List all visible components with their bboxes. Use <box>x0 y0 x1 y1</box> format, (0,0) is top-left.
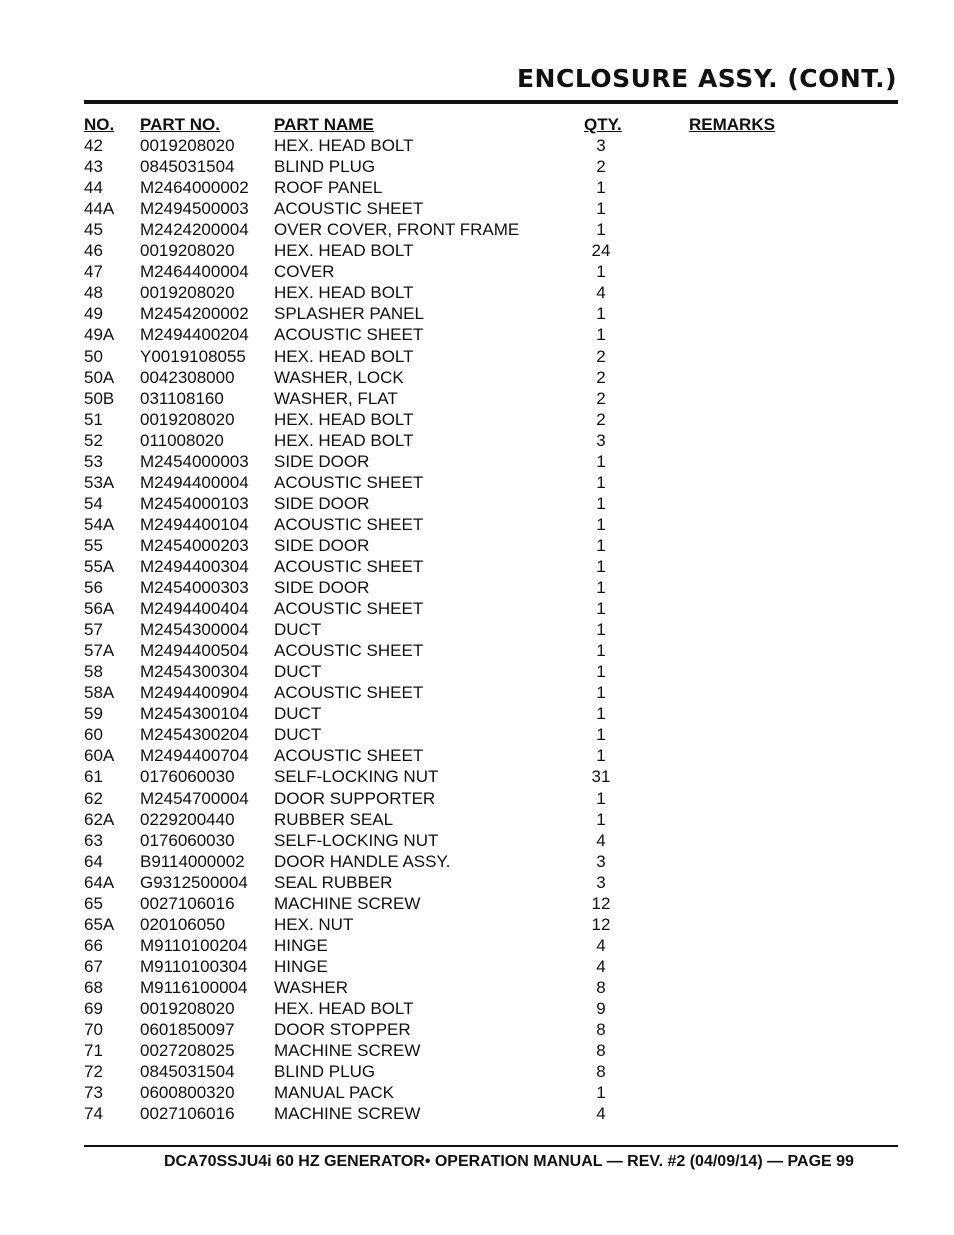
cell-no: 62A <box>84 809 115 829</box>
cell-no: 61 <box>84 767 103 787</box>
cell-qty: 8 <box>596 977 606 997</box>
cell-no: 44 <box>84 178 103 198</box>
cell-qty: 1 <box>596 620 606 640</box>
cell-no: 45 <box>84 220 103 240</box>
cell-no: 56 <box>84 578 103 598</box>
cell-no: 55 <box>84 535 103 555</box>
cell-part-no: M2454200002 <box>140 304 249 324</box>
cell-part-name: RUBBER SEAL <box>274 809 394 829</box>
cell-part-no: 0019208020 <box>140 409 235 429</box>
cell-qty: 1 <box>596 704 606 724</box>
cell-no: 50B <box>84 388 115 408</box>
cell-qty: 12 <box>591 914 611 934</box>
cell-part-no: M2454700004 <box>140 788 249 808</box>
cell-qty: 9 <box>596 998 606 1018</box>
table-row <box>84 956 898 977</box>
cell-part-name: DUCT <box>274 620 322 640</box>
cell-no: 56A <box>84 599 115 619</box>
cell-qty: 3 <box>596 872 606 892</box>
cell-part-name: ACOUSTIC SHEET <box>274 683 424 703</box>
table-row <box>84 745 898 766</box>
cell-no: 73 <box>84 1083 103 1103</box>
cell-part-name: HEX. HEAD BOLT <box>274 346 414 366</box>
table-row <box>84 1061 898 1082</box>
table-row <box>84 1040 898 1061</box>
cell-part-name: DUCT <box>274 662 322 682</box>
cell-part-no: M2454000303 <box>140 578 249 598</box>
cell-no: 54A <box>84 514 115 534</box>
cell-part-no: 0019208020 <box>140 136 235 156</box>
cell-part-name: SIDE DOOR <box>274 535 370 555</box>
cell-no: 43 <box>84 157 103 177</box>
cell-part-name: MANUAL PACK <box>274 1083 394 1103</box>
table-row <box>84 830 898 851</box>
cell-qty: 1 <box>596 493 606 513</box>
cell-part-no: 0600800320 <box>140 1083 235 1103</box>
cell-part-name: SELF-LOCKING NUT <box>274 830 439 850</box>
cell-part-name: WASHER, LOCK <box>274 367 404 387</box>
cell-qty: 1 <box>596 662 606 682</box>
cell-no: 62 <box>84 788 103 808</box>
cell-part-name: HEX. NUT <box>274 914 354 934</box>
cell-qty: 1 <box>596 1083 606 1103</box>
table-row <box>84 493 898 514</box>
cell-no: 67 <box>84 956 103 976</box>
header-no: NO. <box>84 115 115 134</box>
cell-part-name: WASHER, FLAT <box>274 388 398 408</box>
cell-no: 53A <box>84 472 115 492</box>
table-body <box>84 135 898 1124</box>
cell-part-name: SIDE DOOR <box>274 578 370 598</box>
cell-part-no: B9114000002 <box>140 851 245 871</box>
cell-qty: 1 <box>596 556 606 576</box>
cell-part-no: 020106050 <box>140 914 226 934</box>
cell-part-no: 011008020 <box>140 430 224 450</box>
cell-qty: 3 <box>596 136 606 156</box>
cell-qty: 8 <box>596 1062 606 1082</box>
cell-no: 69 <box>84 998 103 1018</box>
cell-no: 64 <box>84 851 103 871</box>
table-row <box>84 577 898 598</box>
table-row <box>84 556 898 577</box>
cell-no: 57A <box>84 641 115 661</box>
cell-part-name: ROOF PANEL <box>274 178 383 198</box>
table-row <box>84 809 898 830</box>
cell-qty: 3 <box>596 851 606 871</box>
cell-part-no: M2454300204 <box>140 725 249 745</box>
table-row <box>84 177 898 198</box>
header-part-no: PART NO. <box>140 115 220 134</box>
table-row <box>84 1082 898 1103</box>
cell-part-no: M2494500003 <box>140 199 249 219</box>
cell-qty: 1 <box>596 809 606 829</box>
cell-part-name: HEX. HEAD BOLT <box>274 430 414 450</box>
table-row <box>84 682 898 703</box>
cell-part-name: MACHINE SCREW <box>274 893 421 913</box>
cell-part-name: ACOUSTIC SHEET <box>274 746 424 766</box>
cell-part-name: HEX. HEAD BOLT <box>274 998 414 1018</box>
cell-qty: 1 <box>596 199 606 219</box>
table-row <box>84 219 898 240</box>
cell-no: 71 <box>84 1041 103 1061</box>
cell-no: 74 <box>84 1104 103 1124</box>
table-row <box>84 914 898 935</box>
cell-part-no: M2454300004 <box>140 620 249 640</box>
cell-part-name: HEX. HEAD BOLT <box>274 409 414 429</box>
cell-qty: 4 <box>596 935 606 955</box>
cell-part-no: M9110100304 <box>140 956 248 976</box>
cell-qty: 1 <box>596 746 606 766</box>
cell-no: 65A <box>84 914 115 934</box>
cell-part-name: HEX. HEAD BOLT <box>274 241 414 261</box>
table-row <box>84 282 898 303</box>
cell-no: 58A <box>84 683 115 703</box>
table-row <box>84 619 898 640</box>
cell-qty: 3 <box>596 430 606 450</box>
footer-rule <box>84 1145 898 1147</box>
title-rule <box>84 100 898 104</box>
cell-qty: 1 <box>596 514 606 534</box>
cell-no: 52 <box>84 430 103 450</box>
cell-part-name: WASHER <box>274 977 348 997</box>
cell-no: 51 <box>84 409 103 429</box>
cell-part-no: M2494400204 <box>140 325 249 345</box>
cell-part-no: M2454000003 <box>140 451 249 471</box>
cell-part-name: HEX. HEAD BOLT <box>274 136 414 156</box>
cell-part-name: MACHINE SCREW <box>274 1104 421 1124</box>
cell-part-name: SELF-LOCKING NUT <box>274 767 439 787</box>
cell-qty: 1 <box>596 178 606 198</box>
table-row <box>84 388 898 409</box>
cell-qty: 1 <box>596 725 606 745</box>
table-row <box>84 1019 898 1040</box>
cell-no: 44A <box>84 199 115 219</box>
cell-no: 53 <box>84 451 103 471</box>
cell-qty: 4 <box>596 283 606 303</box>
header-part-name: PART NAME <box>274 115 374 134</box>
cell-no: 46 <box>84 241 103 261</box>
cell-no: 47 <box>84 262 103 282</box>
cell-qty: 12 <box>591 893 611 913</box>
cell-part-no: M2494400504 <box>140 641 249 661</box>
table-row <box>84 261 898 282</box>
cell-part-name: SEAL RUBBER <box>274 872 393 892</box>
cell-qty: 2 <box>596 409 606 429</box>
table-row <box>84 935 898 956</box>
parts-table <box>84 114 898 1124</box>
cell-qty: 1 <box>596 451 606 471</box>
cell-qty: 4 <box>596 956 606 976</box>
cell-part-name: DOOR STOPPER <box>274 1020 411 1040</box>
cell-part-no: M2424200004 <box>140 220 249 240</box>
table-row <box>84 240 898 261</box>
cell-part-no: 0027106016 <box>140 1104 235 1124</box>
table-row <box>84 156 898 177</box>
table-row <box>84 893 898 914</box>
cell-qty: 1 <box>596 578 606 598</box>
cell-part-no: M2494400304 <box>140 556 249 576</box>
cell-no: 66 <box>84 935 103 955</box>
cell-no: 60 <box>84 725 103 745</box>
cell-part-no: 0176060030 <box>140 767 235 787</box>
cell-part-name: DOOR HANDLE ASSY. <box>274 851 451 871</box>
cell-qty: 1 <box>596 641 606 661</box>
cell-qty: 1 <box>596 304 606 324</box>
table-row <box>84 430 898 451</box>
cell-part-name: HEX. HEAD BOLT <box>274 283 414 303</box>
cell-qty: 1 <box>596 683 606 703</box>
cell-no: 70 <box>84 1020 103 1040</box>
cell-part-name: HINGE <box>274 956 328 976</box>
cell-part-no: 0027208025 <box>140 1041 235 1061</box>
cell-part-no: M9116100004 <box>140 977 248 997</box>
cell-part-no: 0042308000 <box>140 367 235 387</box>
cell-qty: 4 <box>596 1104 606 1124</box>
cell-qty: 1 <box>596 599 606 619</box>
cell-part-no: 0845031504 <box>140 157 235 177</box>
cell-qty: 31 <box>591 767 611 787</box>
cell-part-name: BLIND PLUG <box>274 1062 376 1082</box>
table-row <box>84 367 898 388</box>
cell-part-name: ACOUSTIC SHEET <box>274 599 424 619</box>
cell-part-no: G9312500004 <box>140 872 248 892</box>
cell-part-no: 0845031504 <box>140 1062 235 1082</box>
cell-part-name: OVER COVER, FRONT FRAME <box>274 220 520 240</box>
cell-part-name: DUCT <box>274 704 322 724</box>
cell-no: 54 <box>84 493 103 513</box>
cell-part-no: 031108160 <box>140 388 224 408</box>
table-row <box>84 472 898 493</box>
cell-qty: 4 <box>596 830 606 850</box>
cell-part-name: ACOUSTIC SHEET <box>274 472 424 492</box>
table-row <box>84 451 898 472</box>
cell-qty: 2 <box>596 367 606 387</box>
table-row <box>84 346 898 367</box>
cell-no: 59 <box>84 704 103 724</box>
cell-part-no: 0601850097 <box>140 1020 235 1040</box>
cell-no: 49A <box>84 325 115 345</box>
table-row <box>84 851 898 872</box>
cell-qty: 8 <box>596 1041 606 1061</box>
cell-part-name: ACOUSTIC SHEET <box>274 641 424 661</box>
table-row <box>84 788 898 809</box>
table-row <box>84 324 898 345</box>
cell-part-name: SPLASHER PANEL <box>274 304 424 324</box>
header-qty: QTY. <box>584 115 622 134</box>
cell-no: 50 <box>84 346 103 366</box>
cell-part-no: M2494400104 <box>140 514 249 534</box>
table-row <box>84 1103 898 1124</box>
cell-part-no: M2494400704 <box>140 746 249 766</box>
cell-qty: 1 <box>596 262 606 282</box>
table-row <box>84 661 898 682</box>
table-row <box>84 198 898 219</box>
cell-part-name: MACHINE SCREW <box>274 1041 421 1061</box>
cell-part-name: ACOUSTIC SHEET <box>274 325 424 345</box>
table-row <box>84 409 898 430</box>
cell-qty: 8 <box>596 1020 606 1040</box>
table-row <box>84 535 898 556</box>
cell-no: 49 <box>84 304 103 324</box>
table-row <box>84 514 898 535</box>
cell-part-no: 0176060030 <box>140 830 235 850</box>
cell-part-name: COVER <box>274 262 335 282</box>
cell-part-no: Y0019108055 <box>140 346 246 366</box>
table-row <box>84 598 898 619</box>
table-row <box>84 640 898 661</box>
table-row <box>84 977 898 998</box>
cell-qty: 1 <box>596 788 606 808</box>
cell-qty: 1 <box>596 535 606 555</box>
cell-part-name: ACOUSTIC SHEET <box>274 199 424 219</box>
cell-part-no: 0019208020 <box>140 241 235 261</box>
cell-part-no: M2494400004 <box>140 472 249 492</box>
cell-part-no: M2494400404 <box>140 599 249 619</box>
table-row <box>84 998 898 1019</box>
cell-qty: 1 <box>596 472 606 492</box>
cell-part-no: M2454300304 <box>140 662 249 682</box>
cell-qty: 1 <box>596 325 606 345</box>
cell-part-no: M2454000103 <box>140 493 249 513</box>
table-row <box>84 135 898 156</box>
cell-part-name: BLIND PLUG <box>274 157 376 177</box>
cell-no: 64A <box>84 872 115 892</box>
cell-part-no: M2454000203 <box>140 535 249 555</box>
cell-part-no: 0229200440 <box>140 809 235 829</box>
cell-part-no: 0019208020 <box>140 283 235 303</box>
cell-no: 55A <box>84 556 115 576</box>
cell-part-no: M2464400004 <box>140 262 249 282</box>
cell-qty: 2 <box>596 388 606 408</box>
table-row <box>84 766 898 787</box>
cell-part-no: M2494400904 <box>140 683 249 703</box>
cell-part-no: M2464000002 <box>140 178 249 198</box>
header-remarks: REMARKS <box>689 115 775 134</box>
cell-no: 63 <box>84 830 103 850</box>
table-row <box>84 303 898 324</box>
cell-no: 48 <box>84 283 103 303</box>
cell-part-no: 0019208020 <box>140 998 235 1018</box>
cell-qty: 2 <box>596 157 606 177</box>
cell-part-no: M2454300104 <box>140 704 249 724</box>
cell-part-name: ACOUSTIC SHEET <box>274 514 424 534</box>
page-footer: DCA70SSJU4i 60 HZ GENERATOR• OPERATION MANUAL — REV. #2 (04/09/14) — PAGE 99 <box>164 1153 854 1170</box>
table-row <box>84 724 898 745</box>
cell-part-name: DOOR SUPPORTER <box>274 788 436 808</box>
cell-part-no: M9110100204 <box>140 935 248 955</box>
cell-no: 68 <box>84 977 103 997</box>
cell-no: 58 <box>84 662 103 682</box>
cell-no: 60A <box>84 746 115 766</box>
cell-no: 42 <box>84 136 103 156</box>
table-header-row <box>84 114 898 135</box>
cell-no: 65 <box>84 893 103 913</box>
table-row <box>84 703 898 724</box>
page-title: ENCLOSURE ASSY. (CONT.) <box>516 64 897 93</box>
cell-part-name: DUCT <box>274 725 322 745</box>
cell-qty: 2 <box>596 346 606 366</box>
cell-qty: 24 <box>591 241 611 261</box>
cell-no: 72 <box>84 1062 103 1082</box>
cell-part-name: SIDE DOOR <box>274 493 370 513</box>
cell-part-no: 0027106016 <box>140 893 235 913</box>
cell-no: 57 <box>84 620 103 640</box>
cell-part-name: ACOUSTIC SHEET <box>274 556 424 576</box>
cell-no: 50A <box>84 367 115 387</box>
cell-part-name: SIDE DOOR <box>274 451 370 471</box>
cell-part-name: HINGE <box>274 935 328 955</box>
cell-qty: 1 <box>596 220 606 240</box>
table-row <box>84 872 898 893</box>
